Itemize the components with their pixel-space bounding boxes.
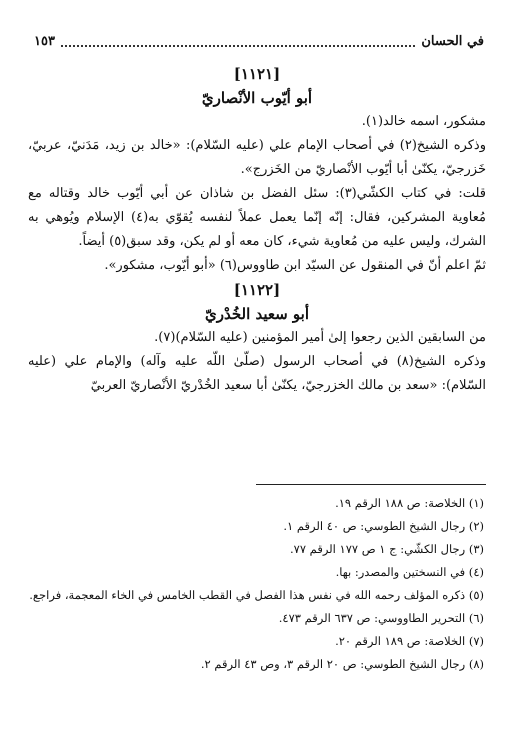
header-title: في الحسان [421, 33, 484, 49]
paragraph: وذكره الشيخ(٨) في أصحاب الرسول (صلّىٰ اللّه عليه وآله) والإمام علي (عليه السّلام): «سعد بن مالك الخزرجيّ، يكنّىٰ أبا سعيد الخُدْريّ الأنْصاريّ العربيّ [28, 354, 486, 393]
running-header [34, 30, 484, 52]
paragraph: قلت: في كتاب الكشّي(٣): سئل الفضل بن شاذان عن أبي أيّوب خالد وقتاله مع مُعاوية المشركين، فقال: إنّه إنّما يعمل عملاً لنفسه يُقوّي به(٤) الإسلام ويُوهي به الشرك، وليس عليه من مُعاوية شيء، كان معه أو لم يكن، وقد سبق(٥) أيضاً. [28, 186, 486, 249]
entry-number: [١١٢٢] [233, 281, 281, 299]
footnotes [28, 492, 484, 676]
entry-title: أبو سعيد الخُدْريّ [204, 305, 310, 323]
header-leader-dots [61, 36, 415, 47]
footnote: (٦) التحرير الطاووسي: ص ٦٣٧ الرقم ٤٧٣. [278, 611, 484, 625]
footnote: (٢) رجال الشيخ الطوسي: ص ٤٠ الرقم ١. [283, 519, 484, 533]
paragraph: مشكور، اسمه خالد(١). [361, 114, 486, 129]
footnote: (٧) الخلاصة: ص ١٨٩ الرقم ٢٠. [335, 634, 484, 648]
entry-title: أبو أيّوب الأنْصاريّ [201, 89, 313, 107]
main-text [28, 62, 486, 398]
page-number: ١٥٣ [34, 33, 55, 49]
footnote-divider [256, 484, 486, 485]
paragraph: ثمّ اعلم أنّ في المنقول عن السيّد ابن طاووس(٦) «أبو أيّوب، مشكور». [104, 258, 486, 273]
footnote: (٣) رجال الكشّي: ج ١ ص ١٧٧ الرقم ٧٧. [290, 542, 484, 556]
footnote: (٥) ذكره المؤلف رحمه الله في نفس هذا الفصل في القطب الخامس في الخاء المعجمة، فراجع. [29, 588, 484, 602]
footnote: (٨) رجال الشيخ الطوسي: ص ٢٠ الرقم ٣، وص ٤٣ الرقم ٢. [200, 657, 484, 671]
paragraph: وذكره الشيخ(٢) في أصحاب الإمام علي (عليه السّلام): «خالد بن زيد، مَدَنيّ، عربيّ، خَزرجيّ، يكنّىٰ أبا أيّوب الأنْصاريّ من الخَزرج». [28, 138, 486, 177]
footnote: (٤) في النسختين والمصدر: بها. [335, 565, 484, 579]
paragraph: من السابقين الذين رجعوا إلىٰ أمير المؤمنين (عليه السّلام)(٧). [154, 330, 486, 345]
footnote: (١) الخلاصة: ص ١٨٨ الرقم ١٩. [335, 496, 484, 510]
entry-number: [١١٢١] [233, 65, 281, 83]
